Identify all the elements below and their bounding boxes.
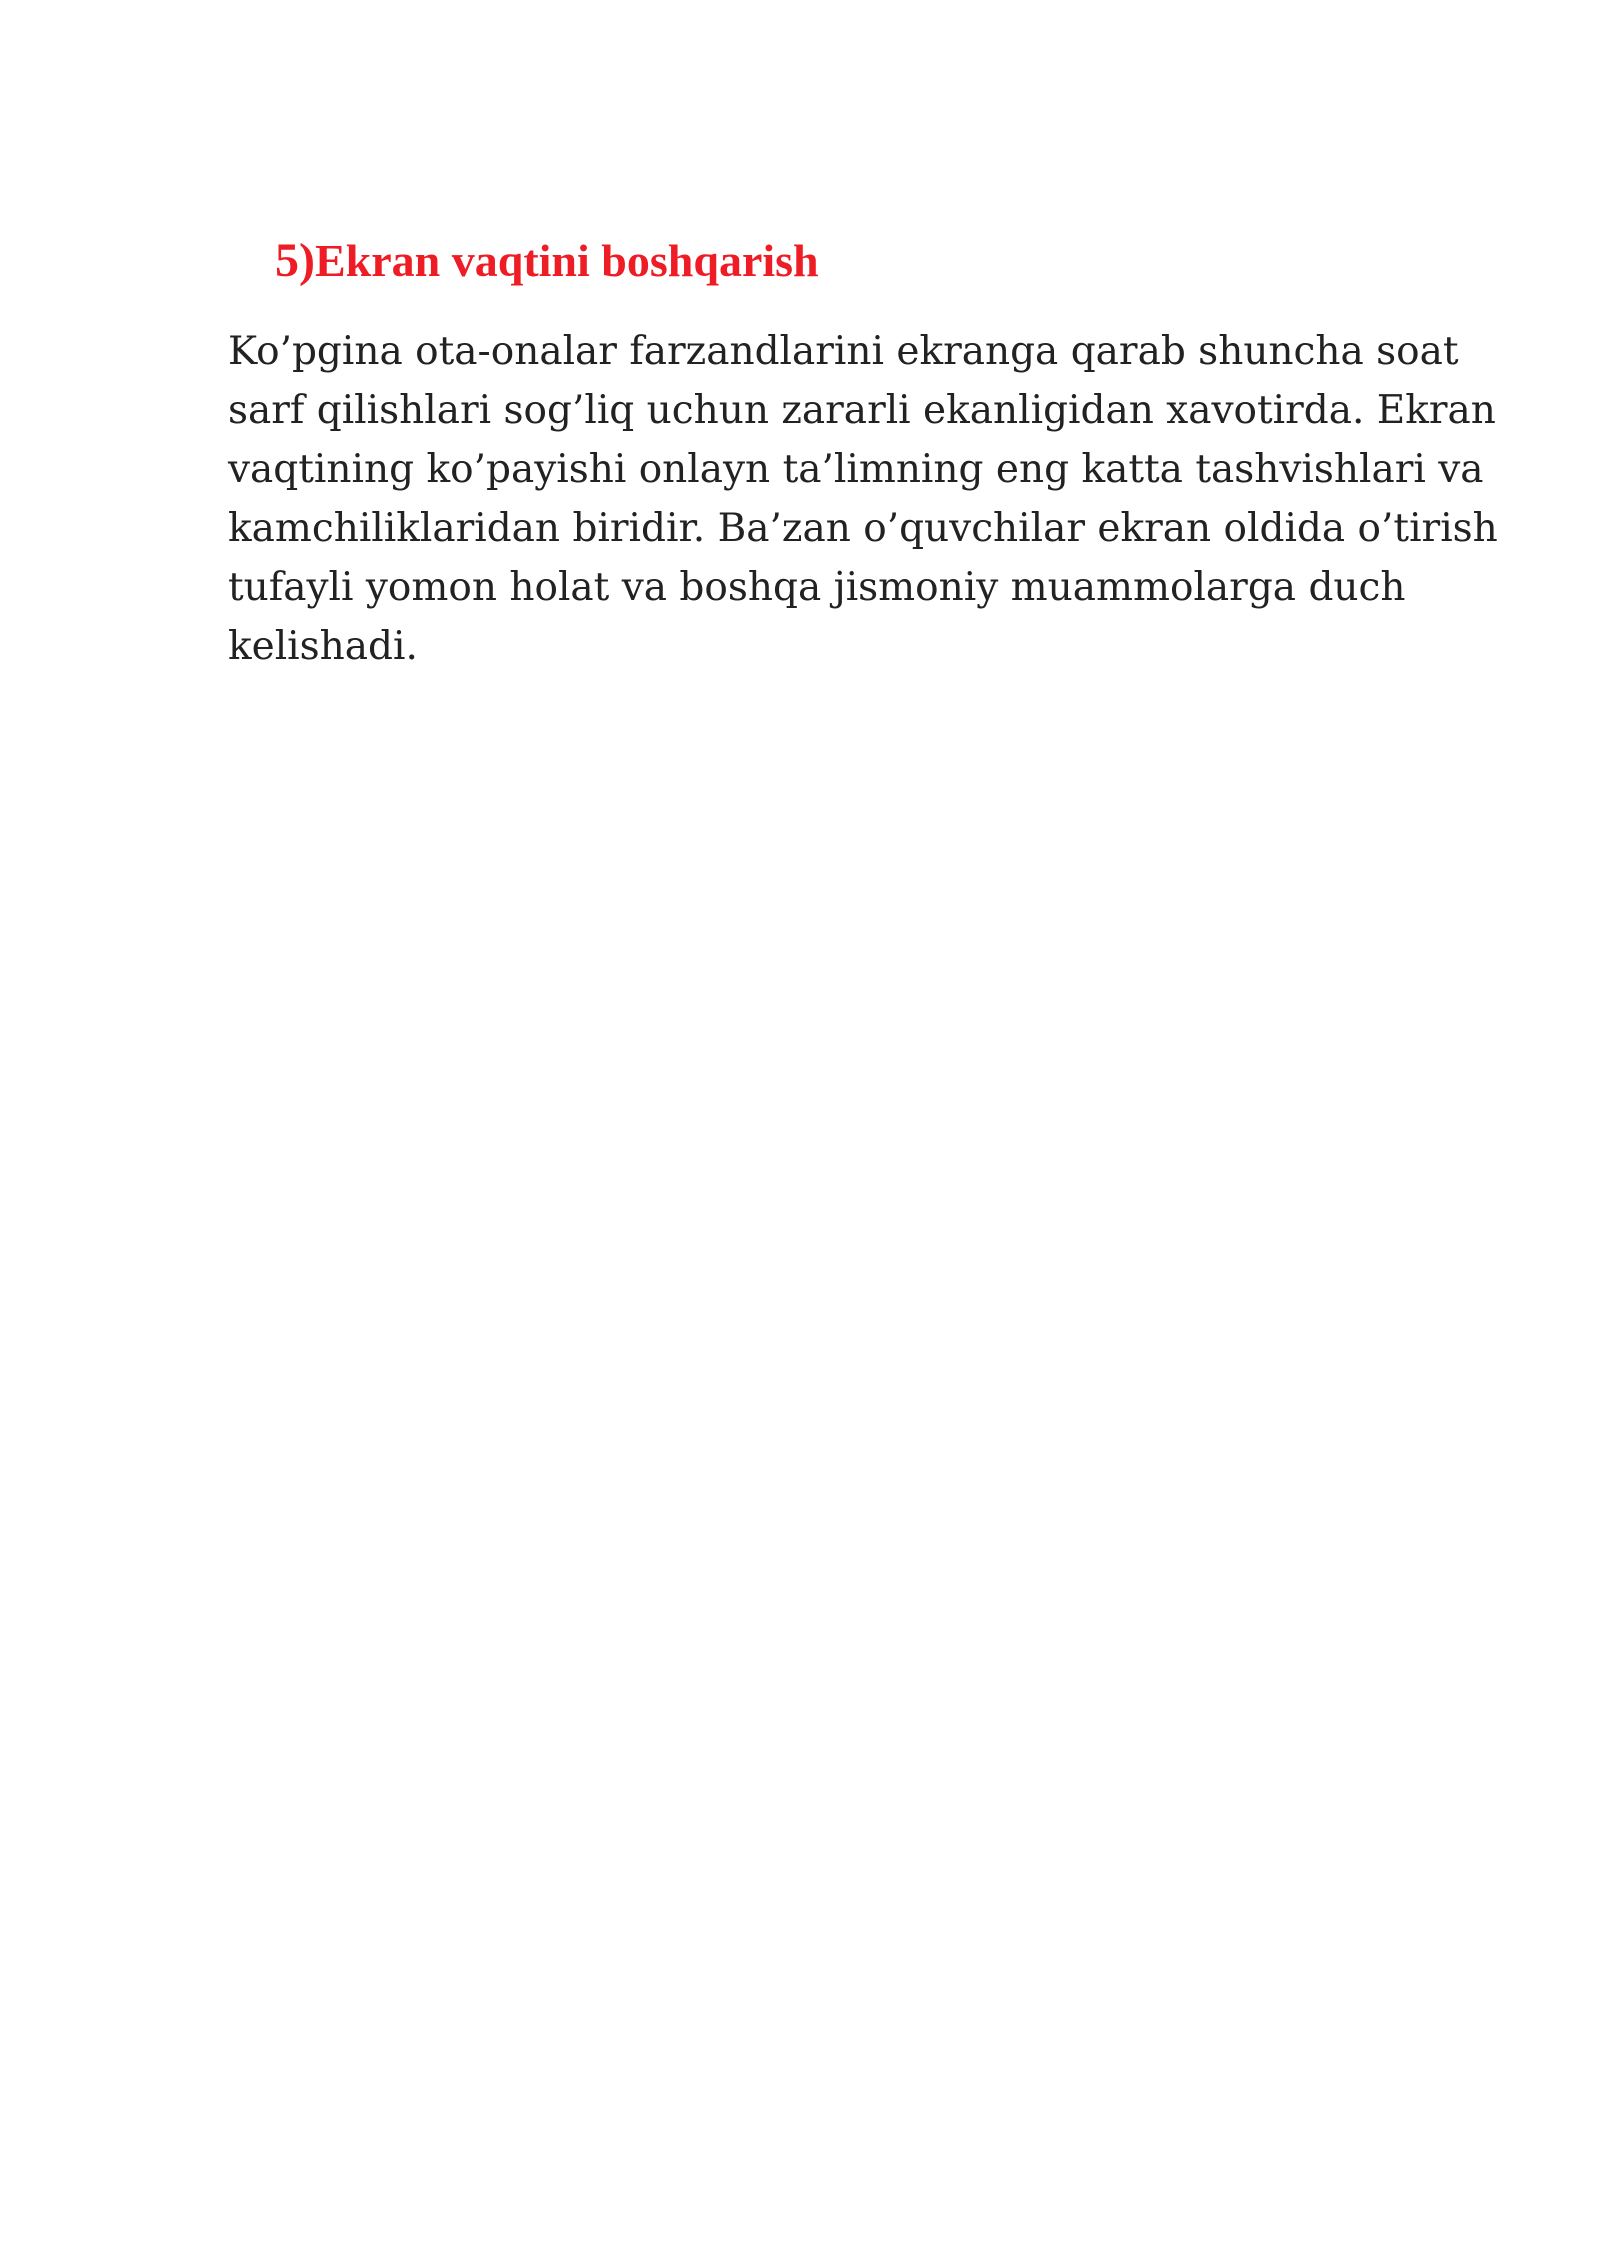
paragraph-line: kelishadi. — [228, 624, 418, 669]
section-number: 5) — [275, 234, 315, 287]
paragraph-line: vaqtining ko’payishi onlayn ta’limning eng katta tashvishlari va — [228, 447, 1484, 492]
body-paragraph — [228, 322, 1498, 676]
paragraph-line: Ko’pgina ota-onalar farzandlarini ekranga qarab shuncha soat — [228, 329, 1459, 374]
paragraph-line: kamchiliklaridan biridir. Ba’zan o’quvchilar ekran oldida o’tirish — [228, 506, 1498, 551]
paragraph-line: tufayli yomon holat va boshqa jismoniy muammolarga duch — [228, 565, 1406, 610]
paragraph-line: sarf qilishlari sog’liq uchun zararli ekanligidan xavotirda. Ekran — [228, 388, 1496, 433]
section-heading — [275, 232, 819, 290]
section-title: Ekran vaqtini boshqarish — [314, 235, 819, 286]
